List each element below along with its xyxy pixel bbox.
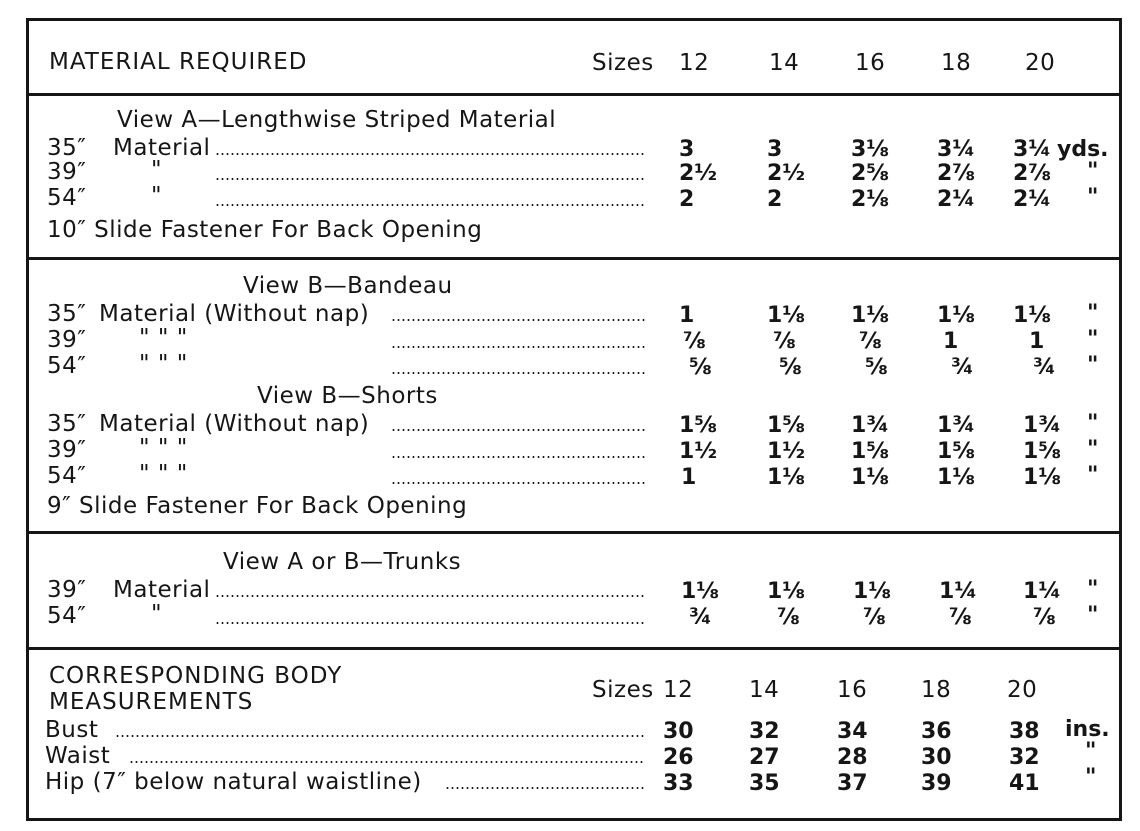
value-size-14: 32: [749, 719, 780, 744]
value-size-16: 3⅛: [851, 137, 890, 162]
ditto-mark: ": [1087, 577, 1099, 602]
value-size-20: 1¾: [1023, 413, 1062, 438]
value-size-14: 1½: [767, 439, 806, 464]
dot-leader: [391, 482, 645, 484]
value-size-12: ⅞: [683, 329, 706, 354]
ditto-mark: ": [1087, 301, 1099, 326]
ditto-mark: ": [1085, 739, 1097, 764]
measurement-label-bust: Bust: [45, 717, 99, 743]
row-description: Material (Without nap): [99, 301, 370, 327]
section-divider: [29, 531, 1119, 534]
size-header-16: 16: [837, 677, 868, 703]
unit-label: yds.: [1057, 137, 1109, 162]
ditto-mark: ": [1087, 353, 1099, 378]
value-size-20: 1⅝: [1023, 439, 1062, 464]
value-size-18: 2⅞: [937, 161, 976, 186]
value-size-20: 1¼: [1023, 579, 1062, 604]
row-width: 35″: [47, 411, 87, 437]
row-description: ": [151, 157, 163, 183]
row-description: " " ": [139, 351, 188, 377]
value-size-18: 1: [943, 329, 959, 354]
value-size-16: 37: [837, 771, 868, 796]
value-size-16: 1⅛: [851, 465, 890, 490]
value-size-14: 1⅛: [767, 303, 806, 328]
value-size-16: 2⅛: [851, 187, 890, 212]
ditto-mark: ": [1087, 437, 1099, 462]
size-header-14: 14: [769, 50, 800, 76]
view-b-note: 9″ Slide Fastener For Back Opening: [47, 493, 468, 519]
row-description: " " ": [139, 325, 188, 351]
value-size-20: 1: [1029, 329, 1045, 354]
value-size-16: 1⅛: [851, 303, 890, 328]
value-size-16: ⅞: [859, 329, 882, 354]
value-size-14: 3: [767, 137, 783, 162]
size-header-12: 12: [663, 677, 694, 703]
row-description: Material: [113, 135, 211, 161]
row-width: 54″: [47, 353, 87, 379]
section-divider: [29, 647, 1119, 650]
size-header-12: 12: [679, 50, 710, 76]
row-description: " " ": [139, 461, 188, 487]
ditto-mark: ": [1087, 185, 1099, 210]
value-size-12: 2½: [679, 161, 718, 186]
sizes-label: Sizes: [592, 677, 654, 703]
value-size-18: 1¾: [937, 413, 976, 438]
body-measurements-title-line1: CORRESPONDING BODY: [49, 663, 343, 689]
dot-leader: [129, 761, 645, 763]
value-size-14: 35: [749, 771, 780, 796]
dot-leader: [115, 735, 645, 737]
size-header-14: 14: [749, 677, 780, 703]
row-description: " " ": [139, 435, 188, 461]
value-size-18: 1⅛: [937, 303, 976, 328]
value-size-20: 1⅛: [1013, 303, 1052, 328]
dot-leader: [391, 372, 645, 374]
size-header-18: 18: [941, 50, 972, 76]
row-width: 39″: [47, 437, 87, 463]
value-size-18: 1¼: [939, 579, 978, 604]
section-divider: [29, 257, 1119, 260]
value-size-18: 2¼: [937, 187, 976, 212]
row-width: 54″: [47, 185, 87, 211]
value-size-14: ⅝: [779, 355, 802, 380]
material-required-title: MATERIAL REQUIRED: [49, 49, 308, 75]
value-size-12: 1: [681, 465, 697, 490]
ditto-mark: ": [1087, 411, 1099, 436]
dot-leader: [215, 178, 645, 180]
section-divider: [29, 93, 1119, 96]
value-size-18: 30: [921, 745, 952, 770]
value-size-16: ⅝: [865, 355, 888, 380]
value-size-14: 2½: [767, 161, 806, 186]
value-size-18: 1⅝: [937, 439, 976, 464]
value-size-16: 34: [837, 719, 868, 744]
dot-leader: [215, 595, 645, 597]
dot-leader: [391, 429, 645, 431]
view-a-note: 10″ Slide Fastener For Back Opening: [47, 217, 483, 243]
value-size-20: ¾: [1033, 355, 1056, 380]
value-size-14: 1⅛: [767, 579, 806, 604]
value-size-12: 3: [679, 137, 695, 162]
value-size-16: 1¾: [851, 413, 890, 438]
value-size-20: 2¼: [1013, 187, 1052, 212]
ditto-mark: ": [1087, 463, 1099, 488]
size-header-20: 20: [1007, 677, 1038, 703]
value-size-18: 39: [921, 771, 952, 796]
value-size-14: 27: [749, 745, 780, 770]
value-size-18: 3¼: [937, 137, 976, 162]
value-size-20: 3¼: [1013, 137, 1052, 162]
size-header-18: 18: [921, 677, 952, 703]
value-size-16: 1⅛: [853, 579, 892, 604]
value-size-18: ⅞: [949, 605, 972, 630]
value-size-20: 32: [1009, 745, 1040, 770]
dot-leader: [215, 204, 645, 206]
ditto-mark: ": [1085, 765, 1097, 790]
value-size-20: 38: [1009, 719, 1040, 744]
size-header-16: 16: [855, 50, 886, 76]
value-size-16: ⅞: [863, 605, 886, 630]
value-size-16: 1⅝: [851, 439, 890, 464]
value-size-20: ⅞: [1033, 605, 1056, 630]
value-size-12: ¾: [689, 605, 712, 630]
value-size-12: 26: [663, 745, 694, 770]
view-b-bandeau-heading: View B—Bandeau: [243, 273, 453, 299]
value-size-12: 1⅛: [681, 579, 720, 604]
view-b-shorts-heading: View B—Shorts: [257, 383, 438, 409]
dot-leader: [391, 319, 645, 321]
row-width: 39″: [47, 327, 87, 353]
value-size-14: 1⅛: [767, 465, 806, 490]
row-width: 54″: [47, 463, 87, 489]
value-size-12: ⅝: [689, 355, 712, 380]
row-description: ": [151, 183, 163, 209]
value-size-12: 1: [679, 303, 695, 328]
value-size-18: 1⅛: [937, 465, 976, 490]
value-size-20: 2⅞: [1013, 161, 1052, 186]
row-width: 35″: [47, 301, 87, 327]
value-size-12: 30: [663, 719, 694, 744]
row-description: Material: [113, 577, 211, 603]
body-measurements-title-line2: MEASUREMENTS: [49, 689, 254, 715]
ditto-mark: ": [1087, 603, 1099, 628]
value-size-20: 41: [1009, 771, 1040, 796]
dot-leader: [215, 622, 645, 624]
value-size-14: 2: [767, 187, 783, 212]
value-size-12: 33: [663, 771, 694, 796]
value-size-18: 36: [921, 719, 952, 744]
dot-leader: [215, 153, 645, 155]
row-width: 39″: [47, 159, 87, 185]
dot-leader: [391, 346, 645, 348]
row-description: ": [151, 601, 163, 627]
value-size-12: 1½: [679, 439, 718, 464]
row-width: 35″: [47, 135, 87, 161]
sizes-label: Sizes: [592, 50, 654, 76]
row-description: Material (Without nap): [99, 411, 370, 437]
row-width: 54″: [47, 603, 87, 629]
dot-leader: [445, 787, 645, 789]
size-header-20: 20: [1025, 50, 1056, 76]
measurement-label-waist: Waist: [45, 743, 111, 769]
measurement-label-hip: Hip (7″ below natural waistline): [45, 769, 422, 795]
value-size-12: 2: [679, 187, 695, 212]
value-size-12: 1⅝: [679, 413, 718, 438]
row-width: 39″: [47, 577, 87, 603]
value-size-14: ⅞: [777, 605, 800, 630]
value-size-20: 1⅛: [1023, 465, 1062, 490]
value-size-18: ¾: [951, 355, 974, 380]
pattern-chart-frame: [26, 18, 1122, 821]
ditto-mark: ": [1087, 327, 1099, 352]
value-size-14: 1⅝: [767, 413, 806, 438]
ditto-mark: ": [1087, 159, 1099, 184]
dot-leader: [391, 456, 645, 458]
value-size-14: ⅞: [773, 329, 796, 354]
unit-label: ins.: [1065, 717, 1110, 742]
value-size-16: 28: [837, 745, 868, 770]
view-a-heading: View A—Lengthwise Striped Material: [117, 107, 557, 133]
value-size-16: 2⅝: [851, 161, 890, 186]
view-ab-trunks-heading: View A or B—Trunks: [223, 549, 462, 575]
